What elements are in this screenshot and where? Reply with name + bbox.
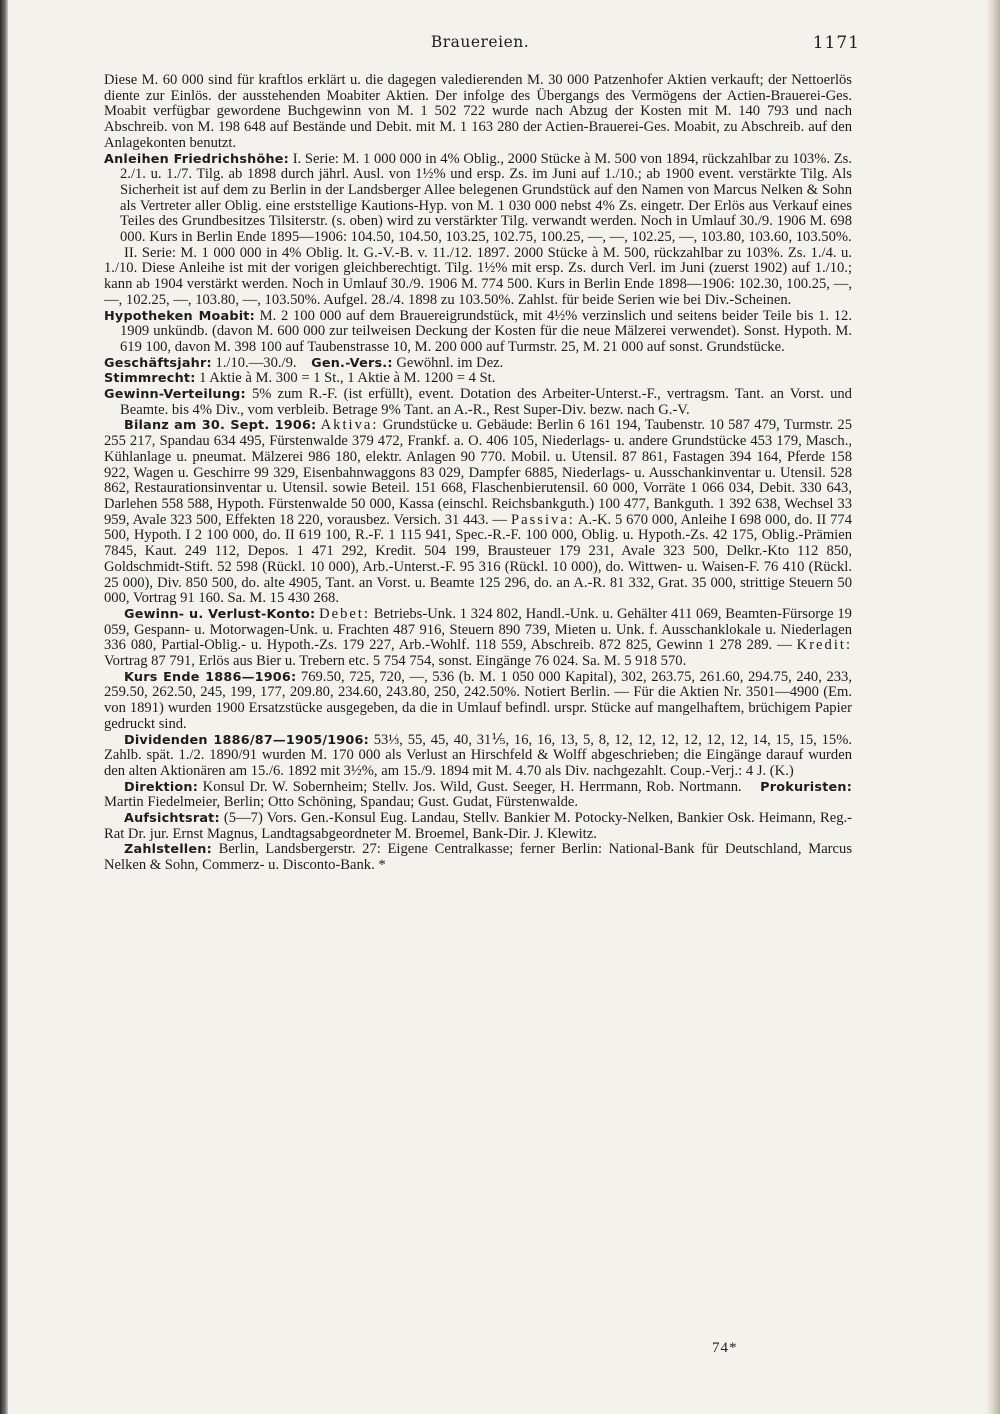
- zahlstellen-text: Berlin, Landsbergerstr. 27: Eigene Centralkasse; ferner Berlin: National-Bank für Deutschland, Marcus Nelken & Sohn, Commerz- u. Disconto-Bank. *: [104, 841, 852, 874]
- page-number: 1171: [812, 33, 860, 53]
- bilanz-entry: [104, 418, 852, 606]
- bilanz-aktiva-label: Aktiva:: [320, 417, 379, 434]
- geschaeftsjahr-entry: [104, 356, 852, 372]
- dividenden-label: Dividenden 1886/87—1905/1906:: [124, 732, 369, 748]
- direktion-entry: [104, 780, 852, 811]
- zahlstellen-entry: [104, 842, 852, 873]
- anleihen-entry: [104, 152, 852, 246]
- page-body: [104, 73, 852, 874]
- gewinnverteilung-text: 5% zum R.-F. (ist erfüllt), event. Dotation des Arbeiter-Unterst.-F., vertragsm. Tant. an Vorst. und Beamte. bis 4% Div., vom verbleib. Betrage 9% Tant. an A.-R., Rest Super-Div. bezw. nach G.-V.: [120, 386, 852, 418]
- kurs-entry: [104, 670, 852, 733]
- bilanz-passiva-label: Passiva:: [511, 511, 575, 528]
- stimmrecht-entry: [104, 371, 852, 387]
- guv-kredit-text: Vortrag 87 791, Erlös aus Bier u. Trebern etc. 5 754 754, sonst. Eingänge 76 024. Sa. M. 5 918 570.: [104, 653, 687, 670]
- anleihen-text: I. Serie: M. 1 000 000 in 4% Oblig., 2000 Stücke à M. 500 von 1894, rückzahlbar zu 103%. Zs. 2./1. u. 1./7. Tilg. ab 1898 durch jährl. Ausl. von 1½% und ersp. Zs. im Juni auf 1./10.; ab 1900 event. verstärkte Tilg. Als Sicherheit ist auf dem zu Berlin in der Landsberger Allee belegenen Grundstück auf den Namen von Marcus Nelken & Sohn als Vertreter aller Oblig. eine erststellige Kautions-Hyp. von M. 1 030 000 nebst 4% Zs. eingetr. Der Erlös aus Verkauf eines Teiles des Grundbesitzes Tilsiterstr. (s. oben) wird zu verstärkter Tilg. verwandt werden. Noch in Umlauf 30./9. 1906 M. 698 000. Kurs in Berlin Ende 1895—1906: 104.50, 104.50, 103.25, 102.75, 100.25, —, —, 102.25, —, 103.80, 103.60, 103.50%.: [120, 150, 852, 246]
- guv-kredit-label: Kredit:: [796, 637, 852, 654]
- intro-paragraph: Diese M. 60 000 sind für kraftlos erklärt u. die dagegen valedierenden M. 30 000 Patzenhofer Aktien verkauft; der Nettoerlös diente zur Einlös. der ausstehenden Moabiter Aktien. Der infolge des Übergangs des Vermögens der Actien-Brauerei-Ges. Moabit verfügbar gewordene Buchgewinn von M. 1 502 722 wurde nach Abzug der Kosten mit M. 140 793 und nach Abschreib. von M. 198 648 auf Bestände und Debit. mit M. 1 163 280 der Actien-Brauerei-Ges. Moabit, zu Abschreib. auf den Anlagekonten benutzt.: [104, 72, 852, 151]
- stimmrecht-text: 1 Aktie à M. 300 = 1 St., 1 Aktie à M. 1200 = 4 St.: [199, 370, 496, 387]
- geschaeftsjahr-text: 1./10.—30./9.: [215, 354, 297, 371]
- gewinnverteilung-label: Gewinn-Verteilung:: [104, 387, 246, 403]
- gewinnverteilung-entry: [104, 387, 852, 418]
- bilanz-aktiva-text: Grundstücke u. Gebäude: Berlin 6 161 194, Taubenstr. 10 587 479, Turmstr. 25 255 217, Spandau 634 495, Fürstenwalde 379 472, Frankf. a. O. 406 105, Niederlags- u. andere Grundstücke 453 179, Masch., Kühlanlage u. pneumat. Mälzerei 986 180, elektr. Anlagen 90 770. Mobil. u. Utensil. 87 861, Fastagen 394 164, Pferde 158 922, Wagen u. Geschirre 99 329, Eisenbahnwaggons 83 029, Dampfer 6885, Niederlags- u. Ausschankinventar u. Utensil. 528 862, Restaurationsinventar u. Utensil. sowie Beteil. 151 668, Flaschenbierutensil. 60 000, Vorräte 1 066 034, Debit. 330 643, Darlehen 558 588, Hypoth. Fürstenwalde 50 000, Kassa (einschl. Reichsbankguth.) 100 477, Bankguth. 1 392 638, Wechsel 33 959, Avale 323 500, Effekten 18 220, vorausbez. Versich. 31 443. —: [104, 417, 852, 528]
- aufsichtsrat-text: (5—7) Vors. Gen.-Konsul Eug. Landau, Stellv. Bankier M. Potocky-Nelken, Bankier Osk. Heimann, Reg.-Rat Dr. jur. Ernst Magnus, Landtagsabgeordneter M. Broemel, Bank-Dir. J. Klewitz.: [104, 810, 852, 842]
- prokuristen-text: Martin Fiedelmeier, Berlin; Otto Schöning, Spandau; Gust. Gudat, Fürstenwalde.: [104, 794, 579, 811]
- guv-entry: [104, 607, 852, 670]
- signature-mark: 74*: [712, 1340, 738, 1356]
- page-header: [100, 33, 860, 57]
- prokuristen-label: Prokuristen:: [760, 779, 853, 795]
- page-edge-shadow: [986, 0, 1000, 1414]
- zahlstellen-label: Zahlstellen:: [124, 842, 212, 858]
- aufsichtsrat-entry: [104, 811, 852, 842]
- guv-label: Gewinn- u. Verlust-Konto:: [124, 606, 316, 622]
- hypotheken-text: M. 2 100 000 auf dem Brauereigrundstück, mit 4½% verzinslich und seitens beider Teile bis 1. 12. 1909 unkündb. (davon M. 600 000 zur teilweisen Deckung der Kosten für die neue Mälzerei verwendet). Sonst. Hypoth. M. 619 100, davon M. 398 100 auf Taubenstrasse 10, M. 200 000 auf Turmstr. 25, M. 21 000 auf sonst. Grundstücke.: [120, 307, 852, 355]
- aufsichtsrat-label: Aufsichtsrat:: [124, 811, 220, 827]
- direktion-label: Direktion:: [124, 779, 199, 795]
- dividenden-entry: [104, 733, 852, 780]
- serie2-paragraph: II. Serie: M. 1 000 000 in 4% Oblig. lt. G.-V.-B. v. 11./12. 1897. 2000 Stücke à M. 500, rückzahlbar zu 103%. Zs. 1./4. u. 1./10. Diese Anleihe ist mit der vorigen gleichberechtigt. Tilg. 1½% mit ersp. Zs. durch Verl. im Juni (zuerst 1902) auf 1./10.; kann ab 1904 verstärkt werden. Noch in Umlauf 30./9. 1906 M. 774 500. Kurs in Berlin Ende 1898—1906: 102.30, 100.25, —, —, 102.25, —, 103.80, —, 103.50%. Aufgel. 28./4. 1898 zu 103.50%. Zahlst. für beide Serien wie bei Div.-Scheinen.: [104, 244, 852, 308]
- hypotheken-label: Hypotheken Moabit:: [104, 308, 255, 324]
- bilanz-passiva-text: A.-K. 5 670 000, Anleihe I 698 000, do. II 774 500, Hypoth. I 2 100 000, do. II 619 100, R.-F. 1 115 941, Spec.-R.-F. 100 000, Oblig. u. Hypoth.-Zs. 42 175, Oblig.-Prämien 7845, Kaut. 249 112, Depos. 1 471 292, Kredit. 504 199, Brausteuer 179 231, Avale 323 500, Delkr.-Kto 112 850, Goldschmidt-Stift. 52 598 (Rückl. 10 000), Arb.-Unterst.-F. 95 316 (Rückl. 10 000), do. Wittwen- u. Waisen-F. 76 410 (Rückl. 25 000), Div. 850 500, do. alte 4905, Tant. an Vorst. u. Beamte 125 296, do. an A.-R. 81 332, Grat. 35 000, strittige Steuern 50 000, Vortrag 91 160. Sa. M. 15 430 268.: [104, 511, 852, 607]
- book-spine-shadow: [0, 0, 8, 1414]
- kurs-text: 769.50, 725, 720, —, 536 (b. M. 1 050 000 Kapital), 302, 263.75, 261.60, 294.75, 240, 233, 259.50, 262.50, 245, 199, 177, 209.80, 234.60, 243.80, 250, 242.50%. Notiert Berlin. — Für die Aktien Nr. 3501—4900 (Em. von 1891) wurden 1900 Ersatzstücke ausgegeben, da die in Umlauf befindl. urspr. Stücke auf mangelhaftem, brüchigem Papier gedruckt sind.: [104, 668, 852, 732]
- genvers-label: Gen.-Vers.:: [311, 355, 393, 371]
- geschaeftsjahr-label: Geschäftsjahr:: [104, 355, 212, 371]
- anleihen-label: Anleihen Friedrichshöhe:: [104, 151, 289, 167]
- dividenden-text: 53⅓, 55, 45, 40, 31⅕, 16, 16, 13, 5, 8, 12, 12, 12, 12, 12, 12, 14, 15, 15, 15%. Zahlb. spät. 1./2. 1890/91 wurden M. 170 000 als Verlust an Hirschfeld & Wolff abgeschrieben; die Eingänge darauf wurden den alten Aktionären am 15./6. 1892 mit 3½%, am 15./9. 1894 mit M. 4.70 als Div. nachgezahlt. Coup.-Verj.: 4 J. (K.): [104, 731, 852, 779]
- hypotheken-entry: [104, 309, 852, 356]
- genvers-text: Gewöhnl. im Dez.: [396, 354, 504, 371]
- guv-debet-text: Betriebs-Unk. 1 324 802, Handl.-Unk. u. Gehälter 411 069, Beamten-Fürsorge 19 059, Gespann- u. Motorwagen-Unk. u. Frachten 487 916, Steuern 890 739, Mieten u. Unk. f. Ausschanklokale u. Niederlagen 336 080, Partial-Oblig.- u. Hypoth.-Zs. 179 227, Arb.-Wohlf. 118 559, Abschreib. 872 825, Gewinn 1 278 289. —: [104, 605, 852, 654]
- stimmrecht-label: Stimmrecht:: [104, 371, 196, 387]
- kurs-label: Kurs Ende 1886—1906:: [124, 669, 297, 685]
- guv-debet-label: Debet:: [319, 605, 370, 622]
- direktion-text: Konsul Dr. W. Sobernheim; Stellv. Jos. Wild, Gust. Seeger, H. Herrmann, Rob. Nortmann.: [202, 778, 742, 795]
- bilanz-label: Bilanz am 30. Sept. 1906:: [124, 418, 317, 434]
- running-head: Brauereien.: [430, 33, 530, 51]
